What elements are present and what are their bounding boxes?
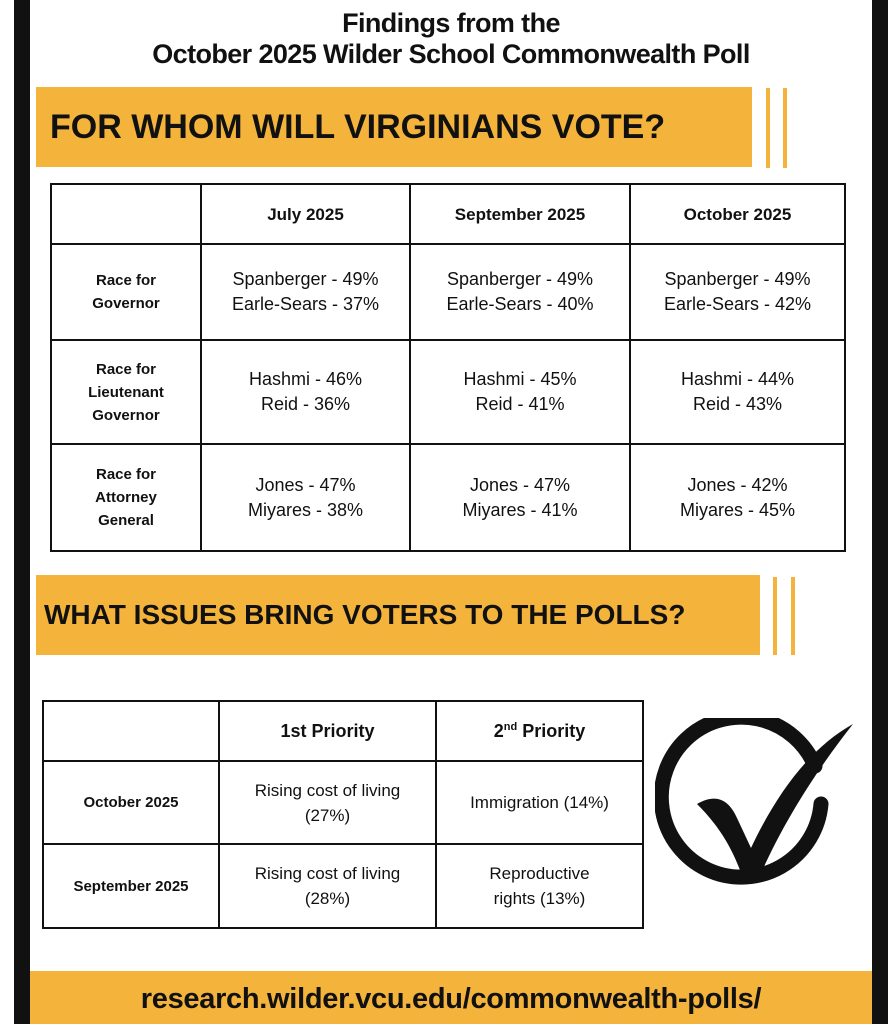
decorative-stripe: [766, 88, 770, 168]
issues-table: [42, 700, 644, 929]
empty-header-cell: [43, 701, 219, 761]
decorative-stripe: [773, 577, 777, 655]
priority-line: Rising cost of living: [254, 864, 401, 883]
row-header: [51, 340, 201, 444]
row-header-line: Race for: [95, 272, 157, 289]
result-line: Hashmi - 44%: [680, 369, 795, 389]
result-line: Spanberger - 49%: [446, 269, 594, 289]
candidate-poll-table: [50, 183, 846, 552]
table-cell: [410, 340, 630, 444]
row-header-line: Attorney: [95, 489, 157, 506]
result-line: Spanberger - 49%: [232, 269, 379, 289]
table-cell: [219, 761, 436, 844]
row-header: [51, 244, 201, 340]
row-header-line: Race for: [95, 360, 157, 378]
section1-heading: FOR WHOM WILL VIRGINIANS VOTE?: [50, 108, 666, 146]
result-line: Hashmi - 45%: [463, 369, 577, 389]
table-row-attorney-general: [51, 444, 845, 551]
table-cell: [630, 444, 845, 551]
table-header-row: [43, 701, 643, 761]
result-line: Jones - 42%: [687, 474, 788, 495]
title-line-2: October 2025 Wilder School Commonwealth Poll: [152, 39, 750, 69]
table-cell: [410, 444, 630, 551]
empty-header-cell: [51, 184, 201, 244]
column-header: [436, 701, 643, 761]
table-cell: [630, 340, 845, 444]
column-header: October 2025: [630, 184, 845, 244]
footer-url[interactable]: research.wilder.vcu.edu/commonwealth-polls/: [140, 983, 762, 1015]
table-row: [43, 844, 643, 928]
page-title: [30, 8, 872, 70]
footer-banner: [30, 971, 872, 1024]
column-header: July 2025: [201, 184, 410, 244]
result-line: Earle-Sears - 37%: [231, 294, 380, 314]
section2-banner: [36, 575, 760, 655]
result-line: Hashmi - 46%: [248, 369, 363, 389]
result-line: Jones - 47%: [255, 474, 356, 495]
table-row-governor: [51, 244, 845, 340]
result-line: Reid - 41%: [475, 394, 565, 414]
result-line: Miyares - 45%: [679, 499, 796, 520]
table-cell: [219, 844, 436, 928]
right-border: [872, 0, 888, 1024]
table-cell: [201, 340, 410, 444]
column-header-text: Priority: [517, 720, 586, 741]
priority-line: Immigration (14%): [470, 793, 609, 812]
table-row-lieutenant-governor: [51, 340, 845, 444]
table-cell: [630, 244, 845, 340]
check-circle-icon: [655, 718, 860, 923]
row-header: October 2025: [43, 761, 219, 844]
result-line: Jones - 47%: [469, 474, 571, 495]
ordinal-number: 2: [493, 720, 504, 741]
table-cell: [410, 244, 630, 340]
table-cell: [436, 844, 643, 928]
priority-line: (28%): [304, 889, 351, 908]
section1-banner: [36, 87, 752, 167]
left-border: [14, 0, 30, 1024]
result-line: Miyares - 41%: [462, 499, 578, 520]
decorative-stripe: [791, 577, 795, 655]
result-line: Earle-Sears - 40%: [446, 294, 594, 314]
priority-line: (27%): [304, 805, 351, 825]
result-line: Reid - 43%: [692, 394, 783, 414]
table-cell: [436, 761, 643, 844]
row-header: [51, 444, 201, 551]
row-header-line: Governor: [92, 295, 160, 312]
result-line: Spanberger - 49%: [664, 269, 811, 289]
priority-line: Reproductive: [489, 864, 590, 883]
result-line: Earle-Sears - 42%: [663, 294, 812, 314]
row-header-line: General: [98, 512, 154, 529]
table-cell: [201, 444, 410, 551]
table-header-row: [51, 184, 845, 244]
result-line: Reid - 36%: [260, 394, 351, 414]
ordinal-suffix: nd: [503, 720, 518, 733]
section2-heading: WHAT ISSUES BRING VOTERS TO THE POLLS?: [44, 599, 686, 630]
title-line-1: Findings from the: [342, 8, 560, 38]
table-row: [43, 761, 643, 844]
row-header-line: Race for: [95, 466, 157, 483]
row-header: September 2025: [43, 844, 219, 928]
decorative-stripe: [783, 88, 787, 168]
row-header-line: Lieutenant: [88, 383, 164, 401]
row-header-line: Governor: [92, 406, 160, 424]
column-header: 1st Priority: [219, 701, 436, 761]
table-cell: [201, 244, 410, 340]
priority-line: Rising cost of living: [254, 780, 401, 800]
column-header: September 2025: [410, 184, 630, 244]
priority-line: rights (13%): [493, 889, 586, 908]
result-line: Miyares - 38%: [247, 499, 364, 520]
